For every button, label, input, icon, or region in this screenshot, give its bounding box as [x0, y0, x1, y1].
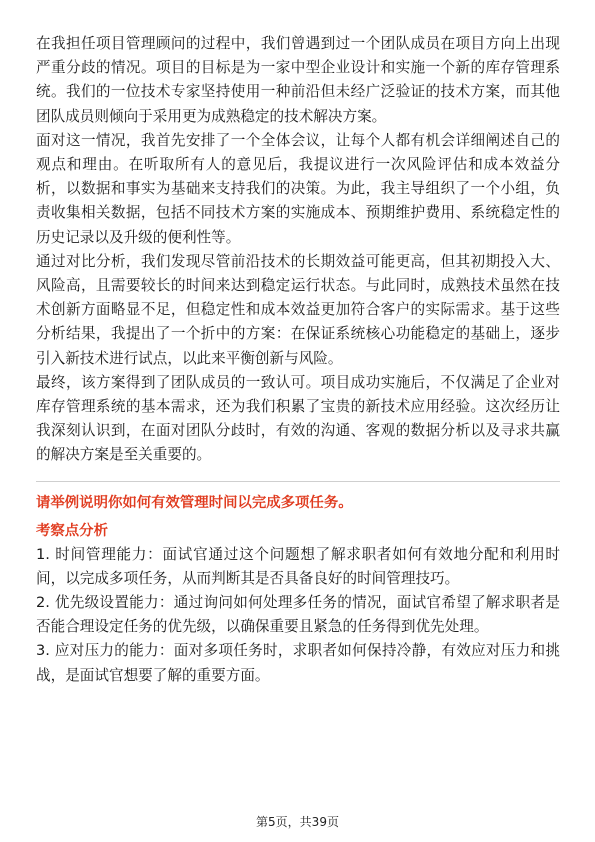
analysis-item: 3. 应对压力的能力：面对多项任务时，求职者如何保持冷静，有效应对压力和挑战，是面试官想要了解的重要方面。	[36, 642, 560, 684]
analysis-item: 2. 优先级设置能力：通过询问如何处理多任务的情况，面试官希望了解求职者是否能合理设定任务的优先级，以确保重要且紧急的任务得到优先处理。	[36, 594, 560, 636]
section-divider	[36, 481, 560, 482]
answer-paragraph: 面对这一情况，我首先安排了一个全体会议，让每个人都有机会详细阐述自己的观点和理由。在听取所有人的意见后，我提议进行一次风险评估和成本效益分析，以数据和事实为基础来支持我们的决策。为此，我主导组织了一个小组，负责收集相关数据，包括不同技术方案的实施成本、预期维护费用、系统稳定性的历史记录以及升级的便利性等。	[36, 131, 560, 246]
answer-paragraph: 通过对比分析，我们发现尽管前沿技术的长期效益可能更高，但其初期投入大、风险高，且需要较长的时间来达到稳定运行状态。与此同时，成熟技术虽然在技术创新方面略显不足，但稳定性和成本效益更加符合客户的实际需求。基于这些分析结果，我提出了一个折中的方案：在保证系统核心功能稳定的基础上，逐步引入新技术进行试点，以此来平衡创新与风险。	[36, 252, 560, 367]
page-number: 第5页，共39页	[256, 815, 339, 829]
analysis-item: 1. 时间管理能力：面试官通过这个问题想了解求职者如何有效地分配和利用时间，以完成多项任务，从而判断其是否具备良好的时间管理技巧。	[36, 545, 560, 587]
analysis-heading: 考察点分析	[36, 522, 108, 539]
answer-paragraph: 最终，该方案得到了团队成员的一致认可。项目成功实施后，不仅满足了企业对库存管理系统的基本需求，还为我们积累了宝贵的新技术应用经验。这次经历让我深刻认识到，在面对团队分歧时，有效的沟通、客观的数据分析以及寻求共赢的解决方案是至关重要的。	[36, 373, 560, 464]
page-content	[36, 32, 560, 688]
interview-question: 请举例说明你如何有效管理时间以完成多项任务。	[36, 494, 353, 511]
answer-paragraph: 在我担任项目管理顾问的过程中，我们曾遇到过一个团队成员在项目方向上出现严重分歧的情况。项目的目标是为一家中型企业设计和实施一个新的库存管理系统。我们的一位技术专家坚持使用一种前沿但未经广泛验证的技术方案，而其他团队成员则倾向于采用更为成熟稳定的技术解决方案。	[36, 35, 560, 125]
